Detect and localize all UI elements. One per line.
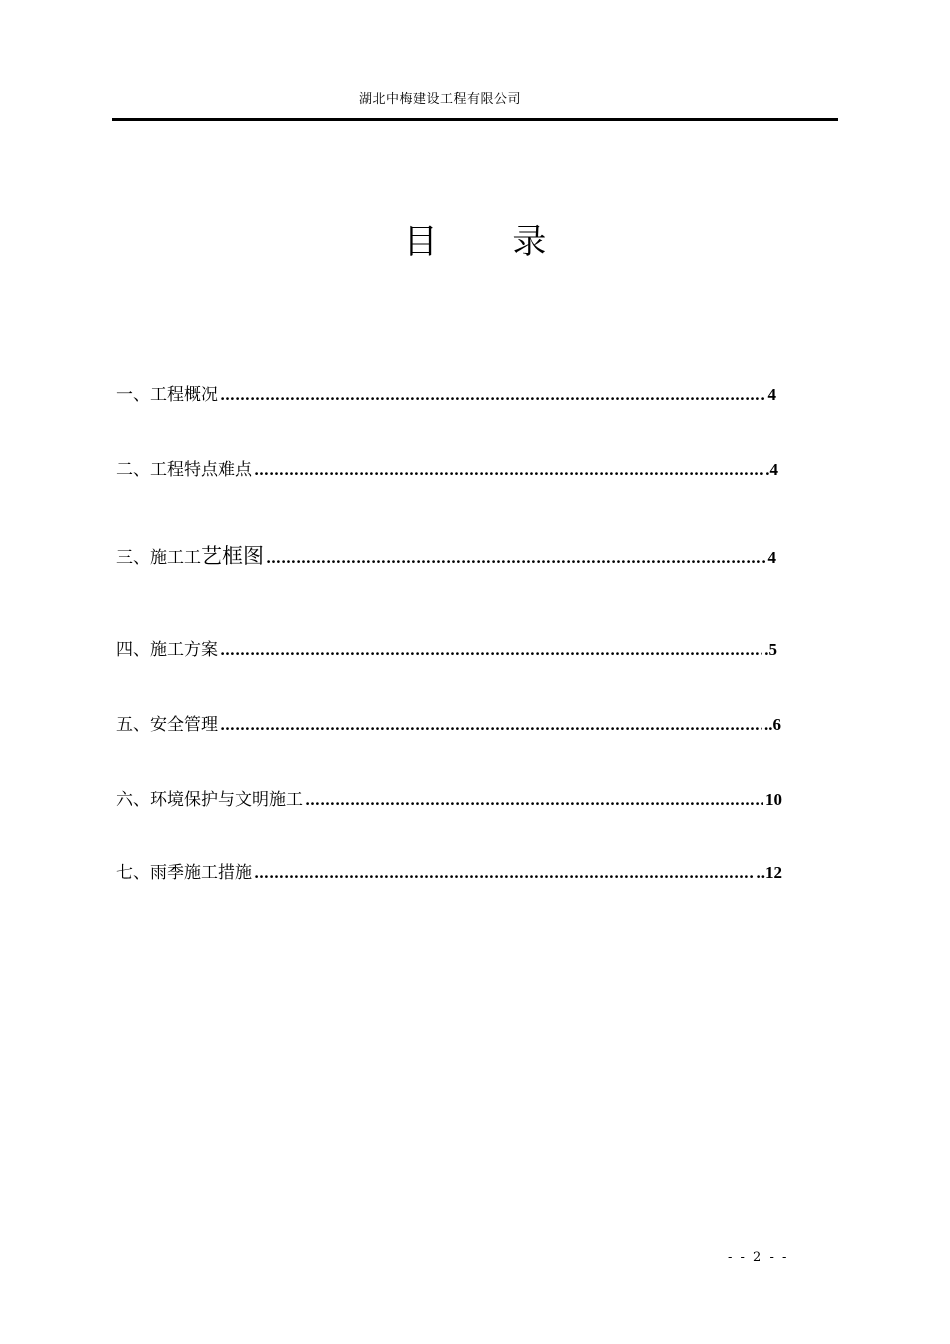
toc-entry-1[interactable]: [116, 380, 776, 405]
toc-entry-label: 五、安全管理: [116, 715, 218, 735]
toc-entry-page: ..6: [764, 715, 781, 734]
toc-entry-label: 二、工程特点难点: [116, 460, 252, 480]
toc-entry-label-suffix: 艺框图: [201, 544, 264, 568]
toc-dot-leader: [254, 864, 755, 882]
toc-dot-leader: [220, 716, 762, 734]
toc-dot-leader: [266, 549, 766, 567]
toc-entry-label: 七、雨季施工措施: [116, 863, 252, 883]
toc-entry-2[interactable]: [116, 455, 778, 480]
toc-entry-3[interactable]: [116, 540, 776, 570]
toc-dot-leader: [305, 791, 763, 809]
toc-entry-label: 六、环境保护与文明施工: [116, 790, 303, 810]
toc-entry-label: [116, 540, 264, 570]
toc-entry-5[interactable]: [116, 710, 781, 735]
header-rule: [112, 118, 838, 121]
toc-entry-page: 4: [767, 385, 776, 404]
toc-entry-4[interactable]: [116, 635, 777, 660]
toc-entry-6[interactable]: [116, 785, 782, 810]
header-company-name: 湖北中梅建设工程有限公司: [358, 92, 521, 107]
toc-entry-label: 四、施工方案: [116, 640, 218, 660]
toc-entry-page: ..12: [756, 863, 782, 882]
toc-dot-leader: [220, 641, 762, 659]
toc-entry-page: .5: [764, 640, 777, 659]
page-number: - - 2 - -: [728, 1250, 789, 1265]
toc-dot-leader: [254, 461, 763, 479]
toc-entry-page: 10: [765, 790, 782, 809]
toc-entry-page: 4: [767, 548, 776, 567]
toc-entry-label-main: 三、施工工: [116, 548, 201, 568]
toc-entry-page: .4: [765, 460, 778, 479]
toc-entry-label: 一、工程概况: [116, 385, 218, 405]
toc-title: 目 录: [403, 222, 579, 262]
toc-entry-7[interactable]: [116, 858, 782, 883]
toc-dot-leader: [220, 386, 766, 404]
